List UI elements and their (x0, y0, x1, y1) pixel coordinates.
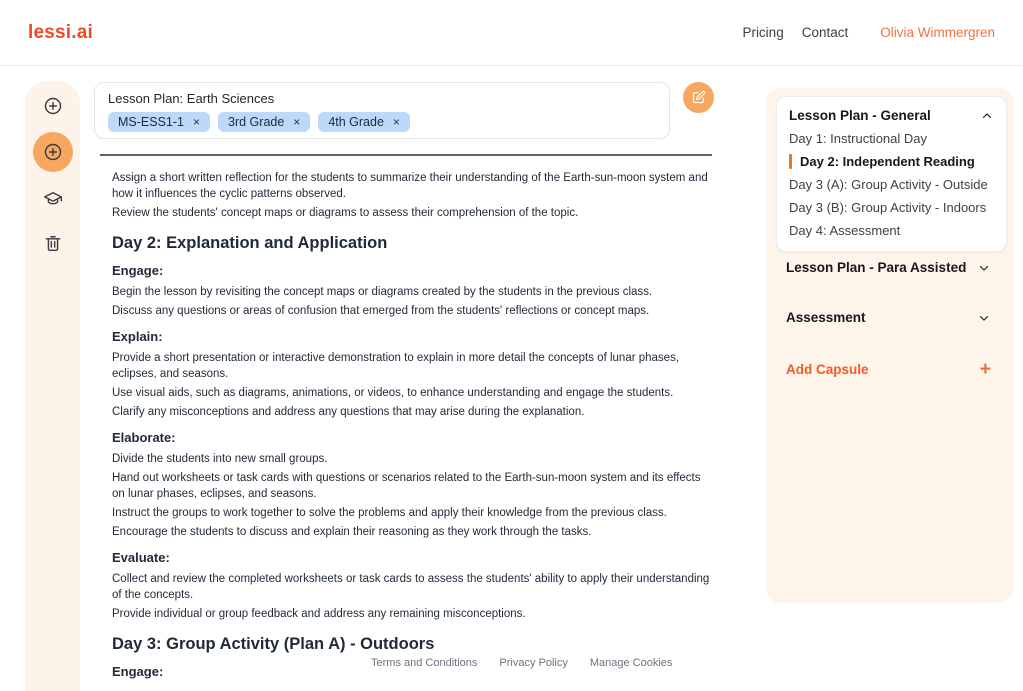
lesson-document (112, 170, 712, 685)
tag-row (108, 112, 656, 132)
tag-remove-icon[interactable]: × (193, 115, 201, 129)
header-nav (742, 25, 995, 40)
day-list-item-label: Day 3 (A): Group Activity - Outside (789, 177, 988, 192)
graduation-cap-icon[interactable] (42, 188, 64, 210)
capsule-panel (766, 88, 1013, 603)
document-block: Engage: (112, 263, 164, 278)
footer-link[interactable]: Privacy Policy (499, 657, 568, 669)
edit-lesson-button[interactable] (683, 82, 714, 113)
document-block: Provide individual or group feedback and address any remaining misconceptions. (112, 608, 526, 620)
document-block: Explain: (112, 329, 163, 344)
document-block: Clarify any misconceptions and address any questions that may arise during the explanation. (112, 406, 585, 418)
day-list-item[interactable] (789, 131, 994, 146)
tag-remove-icon[interactable]: × (293, 115, 301, 129)
add-capsule-button[interactable] (766, 360, 1013, 379)
section-para-assisted[interactable] (766, 260, 1013, 275)
section-assessment[interactable] (766, 310, 1013, 325)
document-block: Hand out worksheets or task cards with questions or scenarios related to the Earth-sun-moon system and its effects on lunar phases, eclipses, and seasons. (112, 472, 701, 500)
footer-link[interactable]: Manage Cookies (589, 657, 673, 669)
top-navbar (0, 0, 1023, 66)
tag-label: MS-ESS1-1 (118, 115, 184, 129)
document-block: Begin the lesson by revisiting the concept maps or diagrams created by the students in the previous class. (112, 286, 653, 298)
document-block: Review the students' concept maps or diagrams to assess their comprehension of the topic. (112, 207, 579, 219)
day-list (789, 131, 994, 238)
day-list-item-label: Day 1: Instructional Day (789, 131, 928, 146)
document-block: Use visual aids, such as diagrams, animations, or videos, to enhance understanding and engage the students. (112, 387, 674, 399)
chevron-down-icon[interactable] (977, 311, 991, 325)
lesson-plan-general-card (776, 96, 1007, 252)
footer-links (371, 657, 672, 669)
day-list-item-label: Day 3 (B): Group Activity - Indoors (789, 200, 987, 215)
document-block: Day 2: Explanation and Application (112, 234, 388, 252)
logo[interactable]: lessi.ai (28, 21, 93, 43)
tag-chip[interactable] (318, 112, 410, 132)
tag-chip[interactable] (108, 112, 210, 132)
document-block: Collect and review the completed worksheets or task cards to assess the students' ability to apply their understanding of the concepts. (112, 573, 710, 601)
day-list-item-label: Day 4: Assessment (789, 223, 901, 238)
user-menu[interactable]: Olivia Wimmergren (880, 25, 995, 40)
content-divider (100, 154, 712, 156)
footer-link[interactable]: Terms and Conditions (371, 657, 478, 669)
document-block: Provide a short presentation or interactive demonstration to explain in more detail the concepts of lunar phases, eclipses, and seasons. (112, 352, 680, 380)
document-block: Evaluate: (112, 550, 170, 565)
tag-chip[interactable] (218, 112, 310, 132)
document-block: Encourage the students to discuss and explain their reasoning as they work through the tasks. (112, 526, 592, 538)
nav-pricing[interactable]: Pricing (742, 25, 784, 40)
section-title: Lesson Plan - General (789, 108, 931, 123)
section-title: Assessment (786, 310, 866, 325)
section-title: Lesson Plan - Para Assisted (786, 260, 967, 275)
document-block: Assign a short written reflection for the students to summarize their understanding of the Earth-sun-moon system and how it influences the cyclic patterns observed. (112, 172, 708, 200)
edit-pencil-icon (691, 90, 706, 105)
day-list-item[interactable] (789, 177, 994, 192)
document-block: Discuss any questions or areas of confusion that emerged from the students' reflections or concept maps. (112, 305, 650, 317)
document-block: Divide the students into new small groups. (112, 453, 328, 465)
tag-remove-icon[interactable]: × (392, 115, 400, 129)
day-list-item[interactable] (789, 223, 994, 238)
left-toolbar (25, 81, 80, 691)
lesson-plan-card (94, 82, 670, 139)
document-block: Elaborate: (112, 430, 176, 445)
lesson-plan-general-header[interactable] (789, 108, 994, 123)
day-list-item[interactable] (789, 154, 994, 169)
tag-label: 3rd Grade (228, 115, 285, 129)
add-capsule-label: Add Capsule (786, 362, 869, 377)
chevron-up-icon[interactable] (980, 109, 994, 123)
nav-contact[interactable]: Contact (801, 25, 849, 40)
document-block: Instruct the groups to work together to solve the problems and apply their knowledge from the previous class. (112, 507, 667, 519)
day-list-item[interactable] (789, 200, 994, 215)
trash-icon[interactable] (42, 232, 64, 254)
plus-icon: + (979, 359, 991, 380)
document-block: Engage: (112, 664, 164, 679)
chevron-down-icon[interactable] (977, 261, 991, 275)
lesson-plan-title: Lesson Plan: Earth Sciences (108, 91, 275, 106)
tag-label: 4th Grade (328, 115, 384, 129)
add-circle-active-button[interactable] (33, 132, 73, 172)
document-block: Day 3: Group Activity (Plan A) - Outdoors (112, 635, 435, 653)
add-circle-icon[interactable] (42, 95, 64, 117)
active-indicator-bar (789, 154, 792, 169)
day-list-item-label: Day 2: Independent Reading (800, 154, 975, 169)
